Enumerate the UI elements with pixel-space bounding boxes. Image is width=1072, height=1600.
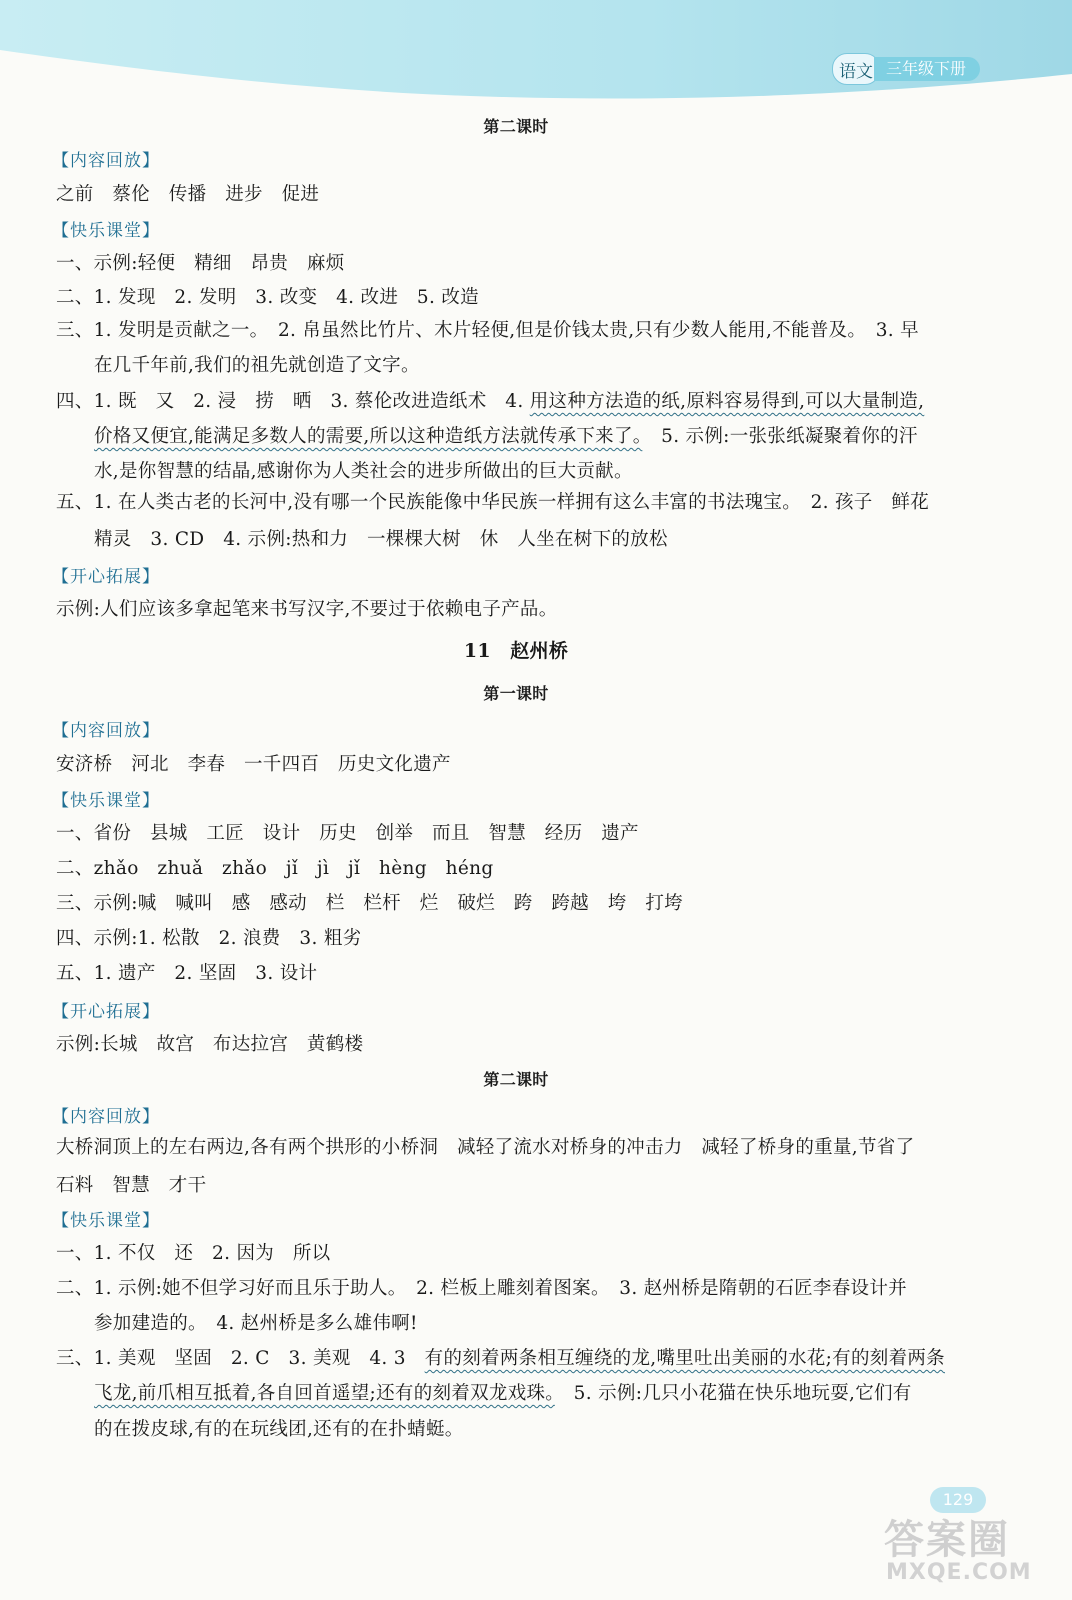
answer-line: [94, 1416, 464, 1444]
line-text: 【开心拓展】: [52, 567, 160, 587]
line-text-after: 5. 示例:几只小花猫在快乐地玩耍,它们有: [554, 1383, 912, 1404]
line-text: 【快乐课堂】: [52, 791, 160, 811]
answer-line: [56, 284, 479, 312]
answer-line: [56, 855, 493, 883]
watermark-logo-text: 答案圈: [884, 1517, 1010, 1563]
watermark-url: MXQE.COM: [886, 1560, 1032, 1585]
section-tag: [52, 1208, 160, 1234]
line-text: 四、1. 既 又 2. 浸 捞 晒 3. 蔡伦改进造纸术 4.: [56, 391, 530, 412]
line-text: 一、示例:轻便 精细 昂贵 麻烦: [56, 253, 345, 274]
line-text: 五、1. 遗产 2. 坚固 3. 设计: [56, 963, 318, 984]
subject-badge: [832, 54, 980, 84]
answer-line: [94, 1310, 418, 1338]
section-heading: [56, 637, 976, 665]
answer-line: [56, 890, 683, 918]
line-text: 的在拨皮球,有的在玩线团,还有的在扑蜻蜓。: [94, 1419, 464, 1440]
line-text: 【开心拓展】: [52, 1002, 160, 1022]
line-text: 一、1. 不仅 还 2. 因为 所以: [56, 1243, 331, 1264]
line-text: 一、省份 县城 工匠 设计 历史 创举 而且 智慧 经历 遗产: [56, 823, 639, 844]
answer-line: [94, 1380, 912, 1408]
line-text: 【内容回放】: [52, 151, 160, 171]
answer-line: [56, 388, 924, 416]
line-text: 第二课时: [483, 117, 549, 136]
underlined-answer: 飞龙,前爪相互抵着,各自回首遥望;还有的刻着双龙戏珠。: [94, 1383, 555, 1404]
answer-line: [56, 1134, 914, 1162]
line-text: 11 赵州桥: [463, 640, 569, 662]
line-text: 参加建造的。 4. 赵州桥是多么雄伟啊!: [94, 1313, 418, 1334]
line-text: 五、1. 在人类古老的长河中,没有哪一个民族能像中华民族一样拥有这么丰富的书法瑰宝。 2. 孩子 鲜花: [56, 492, 929, 513]
section-tag: [52, 999, 160, 1025]
section-heading: [56, 1066, 976, 1094]
line-text: 【快乐课堂】: [52, 1211, 160, 1231]
line-text: 示例:长城 故宫 布达拉宫 黄鹤楼: [56, 1034, 364, 1055]
line-text: 三、1. 发明是贡献之一。 2. 帛虽然比竹片、木片轻便,但是价钱太贵,只有少数人能用,不能普及。 3. 早: [56, 320, 919, 341]
line-text: 【内容回放】: [52, 721, 160, 741]
line-text: 之前 蔡伦 传播 进步 促进: [56, 184, 320, 205]
line-text: 精灵 3. CD 4. 示例:热和力 一棵棵大树 休 人坐在树下的放松: [94, 529, 668, 550]
line-text: 第一课时: [483, 684, 549, 703]
answer-line: [56, 1345, 945, 1373]
answer-line: [94, 526, 668, 554]
line-text: 安济桥 河北 李春 一千四百 历史文化遗产: [56, 754, 451, 775]
section-tag: [52, 1104, 160, 1130]
answer-line: [56, 820, 639, 848]
section-tag: [52, 148, 160, 174]
answer-line: [56, 751, 451, 779]
section-tag: [52, 218, 160, 244]
answer-line: [56, 317, 919, 345]
answer-line: [56, 925, 361, 953]
grade-label: 三年级下册: [874, 57, 980, 81]
line-text: 大桥洞顶上的左右两边,各有两个拱形的小桥洞 减轻了流水对桥身的冲击力 减轻了桥身的重量,节省了: [56, 1137, 915, 1158]
section-tag: [52, 788, 160, 814]
line-text: 第二课时: [483, 1070, 549, 1089]
answer-line: [56, 1031, 363, 1059]
answer-line: [56, 1240, 330, 1268]
line-text: 三、1. 美观 坚固 2. C 3. 美观 4. 3: [56, 1348, 425, 1369]
section-tag: [52, 718, 160, 744]
underlined-answer: 价格又便宜,能满足多数人的需要,所以这种造纸方法就传承下来了。: [94, 426, 643, 447]
answer-line: [56, 1172, 206, 1200]
subject-label: 语文: [832, 53, 880, 85]
section-tag: [52, 564, 160, 590]
line-text: 二、zhǎo zhuǎ zhǎo jǐ jì jǐ hèng héng: [56, 858, 494, 879]
line-text: 【快乐课堂】: [52, 221, 160, 241]
underlined-answer: 有的刻着两条相互缠绕的龙,嘴里吐出美丽的水花;有的刻着两条: [424, 1348, 945, 1369]
line-text: 四、示例:1. 松散 2. 浪费 3. 粗劣: [56, 928, 362, 949]
underlined-answer: 用这种方法造的纸,原料容易得到,可以大量制造,: [529, 391, 925, 412]
line-text: 水,是你智慧的结晶,感谢你为人类社会的进步所做出的巨大贡献。: [94, 461, 633, 482]
answer-line: [56, 181, 319, 209]
answer-line: [56, 250, 345, 278]
page-number: 129: [930, 1487, 986, 1513]
answer-line: [94, 458, 633, 486]
answer-line: [56, 960, 317, 988]
answer-line: [94, 352, 420, 380]
line-text: 二、1. 示例:她不但学习好而且乐于助人。 2. 栏板上雕刻着图案。 3. 赵州桥是隋朝的石匠李春设计并: [56, 1278, 907, 1299]
site-watermark: [880, 1508, 1070, 1594]
section-heading: [56, 113, 976, 141]
answer-line: [94, 423, 918, 451]
line-text: 示例:人们应该多拿起笔来书写汉字,不要过于依赖电子产品。: [56, 599, 558, 620]
answer-line: [56, 489, 929, 517]
line-text: 二、1. 发现 2. 发明 3. 改变 4. 改进 5. 改造: [56, 287, 479, 308]
answer-line: [56, 1275, 907, 1303]
line-text: 石料 智慧 才干: [56, 1175, 207, 1196]
section-heading: [56, 680, 976, 708]
line-text: 在几千年前,我们的祖先就创造了文字。: [94, 355, 420, 376]
answer-line: [56, 596, 558, 624]
line-text: 【内容回放】: [52, 1107, 160, 1127]
line-text-after: 5. 示例:一张张纸凝聚着你的汗: [642, 426, 918, 447]
line-text: 三、示例:喊 喊叫 感 感动 栏 栏杆 烂 破烂 跨 跨越 垮 打垮: [56, 893, 683, 914]
